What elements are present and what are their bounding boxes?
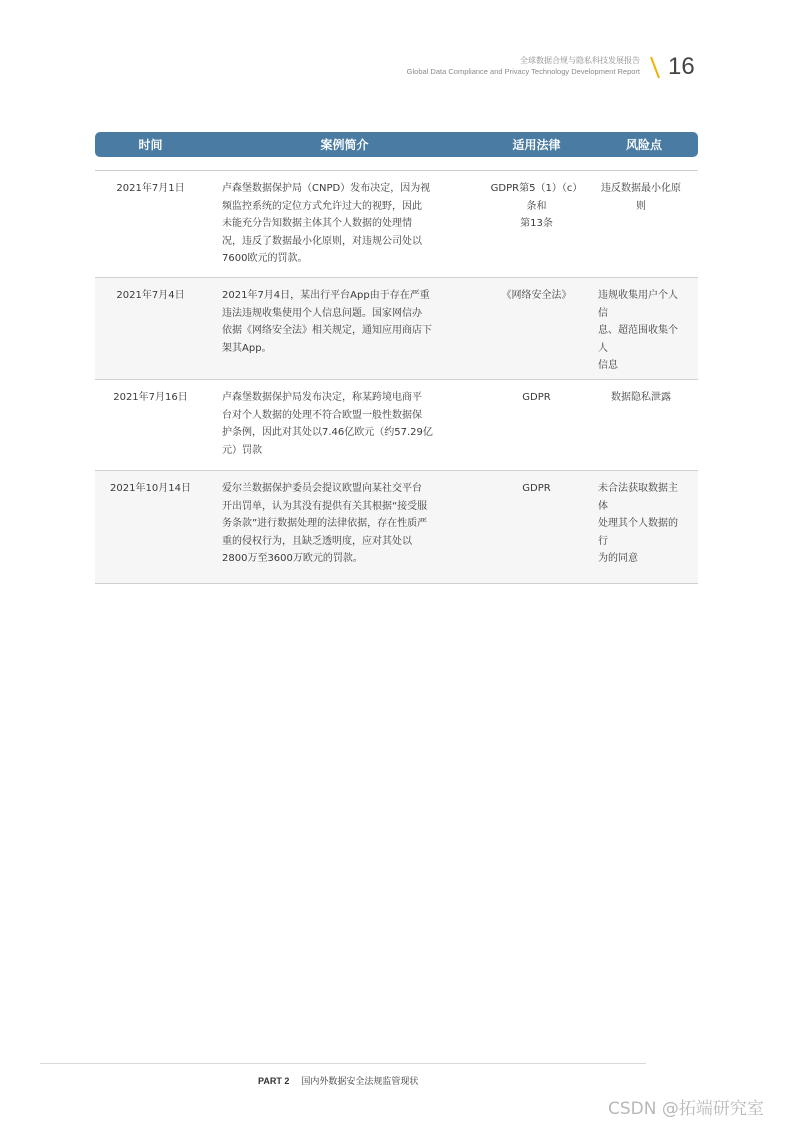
page-number: 16	[668, 53, 695, 80]
column-header-law: 适用法律	[483, 132, 590, 157]
summary-line: 开出罚单，认为其没有提供有关其根据“接受服	[222, 500, 428, 512]
column-header-summary: 案例简介	[206, 132, 483, 157]
cell-date	[95, 171, 206, 278]
cell-summary	[206, 471, 483, 584]
cell-date	[95, 380, 206, 471]
cell-summary	[206, 380, 483, 471]
cell-date	[95, 471, 206, 584]
cell-law	[483, 278, 590, 380]
summary-line: 重的侵权行为，且缺乏透明度，应对其处以	[222, 535, 412, 547]
risk-line: 处理其个人数据的行	[598, 518, 678, 547]
cell-risk	[590, 380, 698, 471]
summary-line: 卢森堡数据保护局发布决定，称某跨境电商平	[222, 391, 422, 403]
cell-law	[483, 471, 590, 584]
cell-law	[483, 380, 590, 471]
risk-line: 息、超范围收集个人	[598, 325, 678, 354]
cell-risk	[590, 171, 698, 278]
cell-law	[483, 171, 590, 278]
summary-line: 7600欧元的罚款。	[222, 253, 308, 265]
table-row	[95, 471, 698, 584]
case-table	[95, 132, 698, 584]
watermark: CSDN @拓端研究室	[608, 1099, 764, 1119]
summary-line: 护条例，因此对其处以7.46亿欧元（约57.29亿	[222, 427, 433, 439]
running-header	[407, 55, 640, 78]
summary-line: 台对个人数据的处理不符合欧盟一般性数据保	[222, 409, 422, 421]
table-row	[95, 278, 698, 380]
summary-line: 违法违规收集使用个人信息问题。国家网信办	[222, 307, 422, 319]
summary-line: 元）罚款	[222, 444, 262, 456]
summary-line: 务条款”进行数据处理的法律依据，存在性质严	[222, 518, 428, 530]
summary-line: 卢森堡数据保护局（CNPD）发布决定，因为视	[222, 183, 431, 194]
summary-line: 2800万至3600万欧元的罚款。	[222, 553, 363, 565]
risk-line: 违规收集用户个人信	[598, 290, 678, 319]
law-line: GDPR	[522, 391, 551, 403]
summary-line: 依据《网络安全法》相关规定，通知应用商店下	[222, 325, 432, 337]
report-title-en: Global Data Compliance and Privacy Technology Development Report	[406, 67, 640, 76]
law-line: 《网络安全法》	[501, 290, 572, 301]
summary-line: 架其App。	[222, 342, 272, 354]
column-header-risk: 风险点	[590, 132, 698, 157]
law-line: 第13条	[520, 218, 553, 230]
footer-rule	[40, 1063, 646, 1064]
risk-line: 违反数据最小化原则	[601, 183, 681, 212]
footer-section-title: 国内外数据安全法规监管现状	[301, 1077, 419, 1087]
summary-line: 未能充分告知数据主体其个人数据的处理情	[222, 218, 412, 230]
cell-date	[95, 278, 206, 380]
risk-line: 信息	[598, 360, 618, 372]
table-row	[95, 171, 698, 278]
table-header-row	[95, 132, 698, 157]
risk-line: 未合法获取数据主体	[598, 482, 678, 512]
summary-line: 爱尔兰数据保护委员会提议欧盟向某社交平台	[222, 482, 422, 494]
law-line: GDPR第5（1）（c）条和	[490, 183, 583, 212]
date-text: 2021年7月4日	[116, 290, 185, 301]
header-spacer	[95, 157, 698, 171]
date-text: 2021年10月14日	[110, 482, 191, 494]
date-text: 2021年7月1日	[116, 183, 185, 194]
footer-part-label: PART 2	[258, 1076, 290, 1086]
report-title-cn: 全球数据合规与隐私科技发展报告	[520, 56, 640, 65]
cell-summary	[206, 278, 483, 380]
summary-line: 频监控系统的定位方式允许过大的视野，因此	[222, 200, 422, 212]
cell-risk	[590, 278, 698, 380]
summary-line: 况，违反了数据最小化原则，对违规公司处以	[222, 235, 422, 247]
risk-line: 为的同意	[598, 553, 638, 565]
cell-risk	[590, 471, 698, 584]
header-divider-slash	[648, 56, 662, 80]
law-line: GDPR	[522, 482, 551, 494]
cell-summary	[206, 171, 483, 278]
table-row	[95, 380, 698, 471]
risk-line: 数据隐私泄露	[611, 391, 671, 403]
summary-line: 2021年7月4日，某出行平台App由于存在严重	[222, 290, 430, 301]
column-header-time: 时间	[95, 132, 206, 157]
date-text: 2021年7月16日	[113, 391, 188, 403]
footer	[258, 1074, 418, 1087]
